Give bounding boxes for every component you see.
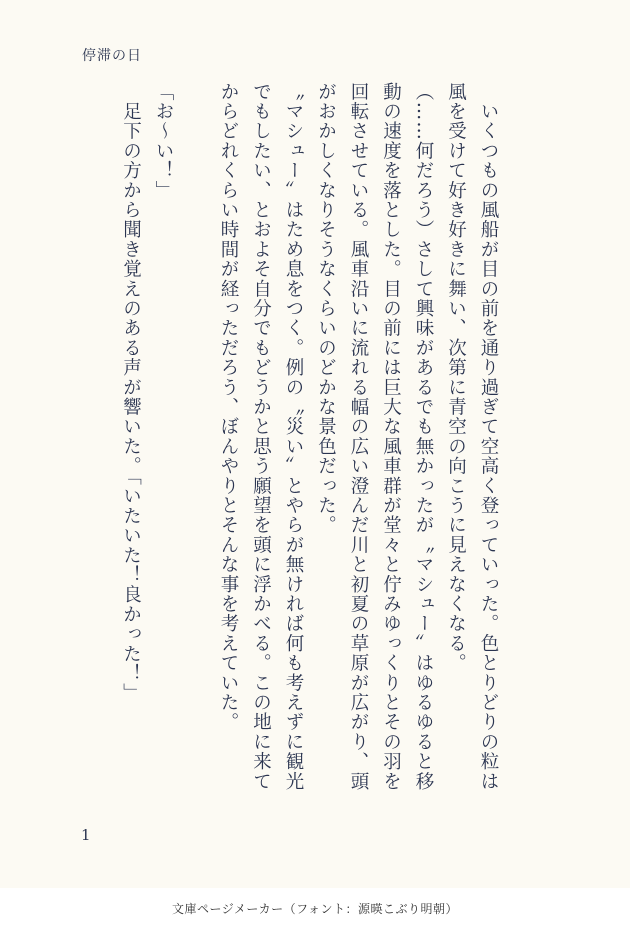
text-line: 〝マシュー〟はため息をつく。例の〝災い〟とやらが無ければ何も考えずに観光 [283,82,304,792]
text-line: がおかしくなりそうなくらいのどかな景色だった。 [315,82,337,536]
chapter-title: 停滞の日 [82,48,142,64]
text-line: 「お〜い！」 [153,82,174,201]
text-line: でもしたい、とおよそ自分でもどうかと思う願望を頭に浮かべる。この地に来て [250,82,272,792]
page-number: 1 [81,826,91,844]
text-line: からどれくらい時間が経っただろう、ぼんやりとそんな事を考えていた。 [218,82,239,733]
footer-credit: 文庫ページメーカー（フォント：源暎こぶり明朝） [0,888,630,928]
vertical-body-text [114,82,504,817]
text-line: いくつもの風船が目の前を通り過ぎて空高く登っていった。色とりどりの粒は [478,82,499,792]
text-line: 風を受けて好き好きに舞い、次第に青空の向こうに見えなくなる。 [445,82,467,673]
text-line: 足下の方から聞き覚えのある声が響いた。「いたいた！良かった！」 [120,82,142,704]
text-line: 回転させている。風車沿いに流れる幅の広い澄んだ川と初夏の草原が広がり、頭 [348,82,369,792]
text-line: 動の速度を落とした。目の前には巨大な風車群が堂々と佇みゆっくりとその羽を [380,82,402,792]
text-line: （……何だろう）さして興味があるでも無かったが〝マシュー〟はゆるゆると移 [413,82,434,792]
blank-line [179,82,212,817]
